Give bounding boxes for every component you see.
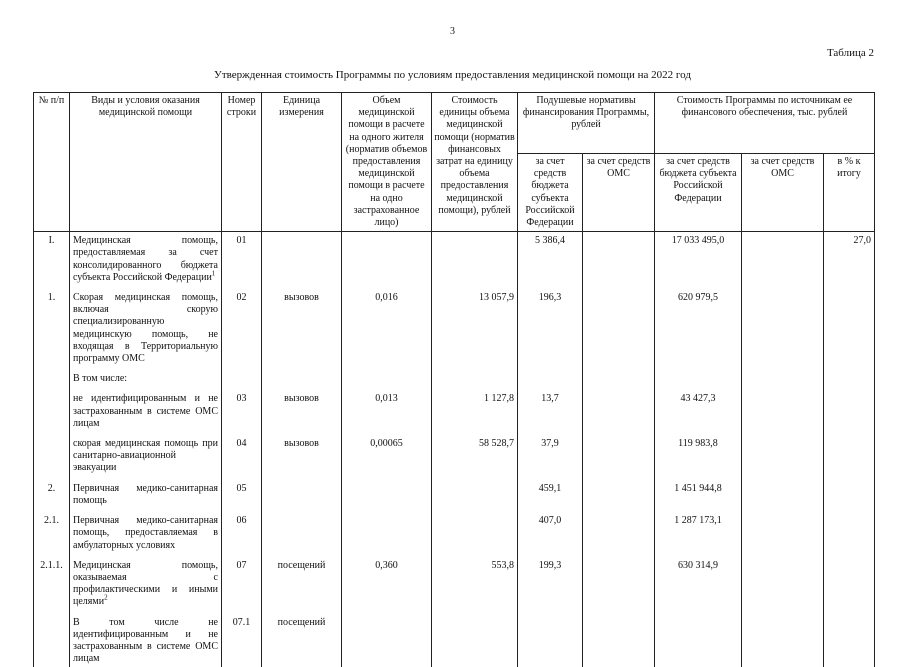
table-body	[34, 232, 875, 667]
line-number-cell-text: 07.1	[232, 616, 251, 628]
cost-oms-cell	[742, 477, 824, 509]
cost-oms-cell	[742, 554, 824, 611]
table-label: Таблица 2	[826, 47, 874, 59]
description-cell-text: В том числе:	[73, 373, 128, 385]
unit-cell	[262, 432, 342, 477]
per-capita-budget-cell-text: 5 386,4	[535, 235, 565, 247]
per-capita-budget-cell-text: 13,7	[541, 393, 559, 405]
unit-cell-text: вызовов	[284, 438, 319, 450]
unit-cell	[262, 387, 342, 432]
header-per-capita: Подушевые нормативы финансирования Программы, рублей	[518, 93, 655, 154]
description-cell	[70, 477, 222, 509]
cost-budget-cell	[655, 509, 742, 554]
table-title: Утвержденная стоимость Программы по условиям предоставления медицинской помощи на 2022 год	[214, 69, 691, 81]
cost-budget-cell	[655, 554, 742, 611]
per-capita-oms-cell	[583, 554, 655, 611]
page-number: 3	[450, 26, 455, 37]
description-cell	[70, 554, 222, 611]
cost-budget-cell	[655, 367, 742, 387]
row-number-cell	[34, 554, 70, 611]
volume-cell	[342, 232, 432, 286]
per-capita-budget-cell-text: 37,9	[541, 438, 559, 450]
description-cell	[70, 509, 222, 554]
header-volume: Объем медицинской помощи в расчете на одного жителя (норматив объемов предоставления медицинской помощи в расчете на одно застрахованное лицо)	[342, 93, 432, 232]
description-cell-text: В том числе не идентифицированным и не застрахованным в системе ОМС лицам	[73, 616, 218, 665]
line-number-cell	[222, 432, 262, 477]
cost-budget-cell-text: 43 427,3	[680, 393, 716, 405]
row-number-cell-text: 2.1.1.	[40, 559, 63, 571]
volume-cell	[342, 286, 432, 367]
line-number-cell	[222, 286, 262, 367]
line-number-cell-text: 02	[236, 292, 247, 304]
line-number-cell-text: 04	[236, 438, 247, 450]
cost-percent-cell	[824, 477, 875, 509]
unit-cost-cell	[432, 432, 518, 477]
header-cost-budget: за счет средств бюджета субъекта Российской Федерации	[655, 154, 742, 232]
volume-cell	[342, 554, 432, 611]
per-capita-budget-cell-text: 196,3	[538, 292, 562, 304]
cost-percent-cell	[824, 286, 875, 367]
line-number-cell	[222, 387, 262, 432]
row-number-cell-text: I.	[48, 235, 55, 247]
header-cost-percent: в % к итогу	[824, 154, 875, 232]
line-number-cell	[222, 509, 262, 554]
unit-cell	[262, 286, 342, 367]
cost-budget-cell	[655, 387, 742, 432]
row-number-cell	[34, 477, 70, 509]
cost-percent-cell	[824, 367, 875, 387]
header-num: № п/п	[34, 93, 70, 232]
table-row	[34, 367, 875, 387]
header-unit-cost: Стоимость единицы объема медицинской помощи (норматив финансовых затрат на единицу объема предоставления медицинской помощи), рублей	[432, 93, 518, 232]
volume-cell	[342, 477, 432, 509]
per-capita-oms-cell	[583, 509, 655, 554]
volume-cell-text: 0,013	[375, 393, 398, 405]
cost-budget-cell-text: 1 451 944,8	[674, 482, 722, 494]
volume-cell	[342, 387, 432, 432]
row-number-cell	[34, 387, 70, 432]
unit-cell	[262, 367, 342, 387]
unit-cell-text: вызовов	[284, 292, 319, 304]
description-cell	[70, 387, 222, 432]
per-capita-budget-cell	[518, 554, 583, 611]
unit-cost-cell-text: 553,8	[491, 559, 514, 571]
per-capita-budget-cell-text: 407,0	[538, 515, 562, 527]
table-row	[34, 432, 875, 477]
unit-cost-cell	[432, 387, 518, 432]
per-capita-oms-cell	[583, 286, 655, 367]
volume-cell	[342, 432, 432, 477]
header-per-capita-budget: за счет средств бюджета субъекта Российской Федерации	[518, 154, 583, 232]
per-capita-oms-cell	[583, 367, 655, 387]
volume-cell-text: 0,016	[375, 292, 398, 304]
cost-percent-cell	[824, 554, 875, 611]
per-capita-oms-cell	[583, 432, 655, 477]
cost-oms-cell	[742, 232, 824, 286]
header-per-capita-oms: за счет средств ОМС	[583, 154, 655, 232]
row-number-cell-text: 1.	[47, 292, 56, 304]
table-row	[34, 509, 875, 554]
cost-percent-cell	[824, 387, 875, 432]
per-capita-oms-cell	[583, 232, 655, 286]
cost-budget-cell-text: 1 287 173,1	[674, 515, 722, 527]
volume-cell-text: 0,00065	[370, 438, 403, 450]
cost-budget-cell-text: 620 979,5	[678, 292, 718, 304]
header-kind: Виды и условия оказания медицинской помощи	[70, 93, 222, 232]
per-capita-oms-cell	[583, 477, 655, 509]
header-program-cost: Стоимость Программы по источникам ее финансового обеспечения, тыс. рублей	[655, 93, 875, 154]
cost-table	[33, 92, 875, 667]
line-number-cell	[222, 232, 262, 286]
row-number-cell-text: 2.	[47, 482, 56, 494]
cost-oms-cell	[742, 509, 824, 554]
line-number-cell-text: 06	[236, 515, 247, 527]
unit-cost-cell-text: 1 127,8	[484, 393, 514, 405]
cost-percent-cell	[824, 232, 875, 286]
cost-budget-cell	[655, 286, 742, 367]
unit-cost-cell	[432, 509, 518, 554]
volume-cell	[342, 367, 432, 387]
line-number-cell-text: 05	[236, 482, 247, 494]
cost-oms-cell	[742, 387, 824, 432]
description-cell-text: не идентифицированным и не застрахованным в системе ОМС лицам	[73, 393, 218, 429]
cost-oms-cell	[742, 432, 824, 477]
row-number-cell	[34, 509, 70, 554]
line-number-cell	[222, 554, 262, 611]
line-number-cell	[222, 477, 262, 509]
per-capita-budget-cell	[518, 432, 583, 477]
cost-percent-cell	[824, 509, 875, 554]
per-capita-budget-cell	[518, 367, 583, 387]
cost-percent-cell	[824, 432, 875, 477]
header-unit: Единица измерения	[262, 93, 342, 232]
per-capita-budget-cell	[518, 477, 583, 509]
cost-oms-cell	[742, 367, 824, 387]
unit-cell	[262, 509, 342, 554]
row-number-cell	[34, 286, 70, 367]
unit-cell-text: посещений	[277, 616, 326, 628]
unit-cost-cell	[432, 554, 518, 611]
cost-budget-cell	[655, 477, 742, 509]
per-capita-budget-cell	[518, 286, 583, 367]
footnote-marker: 1	[211, 269, 216, 278]
per-capita-budget-cell	[518, 509, 583, 554]
unit-cost-cell	[432, 232, 518, 286]
cost-budget-cell	[655, 432, 742, 477]
cost-budget-cell-text: 17 033 495,0	[671, 235, 725, 247]
line-number-cell-text: 03	[236, 393, 247, 405]
unit-cost-cell	[432, 286, 518, 367]
per-capita-budget-cell	[518, 387, 583, 432]
unit-cell-text: посещений	[277, 559, 326, 571]
per-capita-oms-cell	[583, 387, 655, 432]
description-cell-text: скорая медицинская помощь при санитарно-авиационной эвакуации	[73, 438, 218, 474]
cost-budget-cell-text: 630 314,9	[678, 559, 718, 571]
table-row	[34, 477, 875, 509]
description-cell-text: Медицинская помощь, оказываемая с профилактическими и иными целями	[73, 559, 218, 608]
table-row	[34, 554, 875, 611]
cost-percent-cell-text: 27,0	[853, 235, 871, 247]
row-number-cell-text: 2.1.	[44, 515, 59, 527]
cost-budget-cell-text: 119 983,8	[678, 438, 718, 450]
unit-cost-cell	[432, 477, 518, 509]
unit-cost-cell	[432, 367, 518, 387]
volume-cell-text: 0,360	[375, 559, 398, 571]
description-cell-text: Первичная медико-санитарная помощь, предоставляемая в амбулаторных условиях	[73, 515, 218, 551]
unit-cell	[262, 477, 342, 509]
cost-budget-cell	[655, 232, 742, 286]
table-row	[34, 232, 875, 286]
row-number-cell	[34, 432, 70, 477]
header-row-number: Номер строки	[222, 93, 262, 232]
unit-cell	[262, 232, 342, 286]
per-capita-budget-cell-text: 459,1	[538, 482, 562, 494]
row-number-cell	[34, 232, 70, 286]
line-number-cell-text: 07	[236, 559, 247, 571]
unit-cell	[262, 554, 342, 611]
line-number-cell	[222, 367, 262, 387]
unit-cell-text: вызовов	[284, 393, 319, 405]
per-capita-budget-cell	[518, 232, 583, 286]
description-cell-text: Скорая медицинская помощь, включая скорую специализированную медицинскую помощь, не входящая в Территориальную программу ОМС	[73, 292, 218, 365]
description-cell	[70, 367, 222, 387]
volume-cell	[342, 509, 432, 554]
description-cell-text: Первичная медико-санитарная помощь	[73, 482, 218, 506]
description-cell	[70, 232, 222, 286]
footnote-marker: 2	[104, 593, 108, 602]
table-row	[34, 387, 875, 432]
description-cell	[70, 432, 222, 477]
header-cost-oms: за счет средств ОМС	[742, 154, 824, 232]
unit-cost-cell-text: 13 057,9	[479, 292, 514, 304]
row-number-cell	[34, 367, 70, 387]
description-cell-text: Медицинская помощь, предоставляемая за счет консолидированного бюджета субъекта Российской Федерации	[73, 235, 218, 283]
line-number-cell-text: 01	[236, 235, 247, 247]
table-row	[34, 286, 875, 367]
description-cell	[70, 286, 222, 367]
cost-oms-cell	[742, 286, 824, 367]
per-capita-budget-cell-text: 199,3	[538, 559, 562, 571]
unit-cost-cell-text: 58 528,7	[479, 438, 514, 450]
